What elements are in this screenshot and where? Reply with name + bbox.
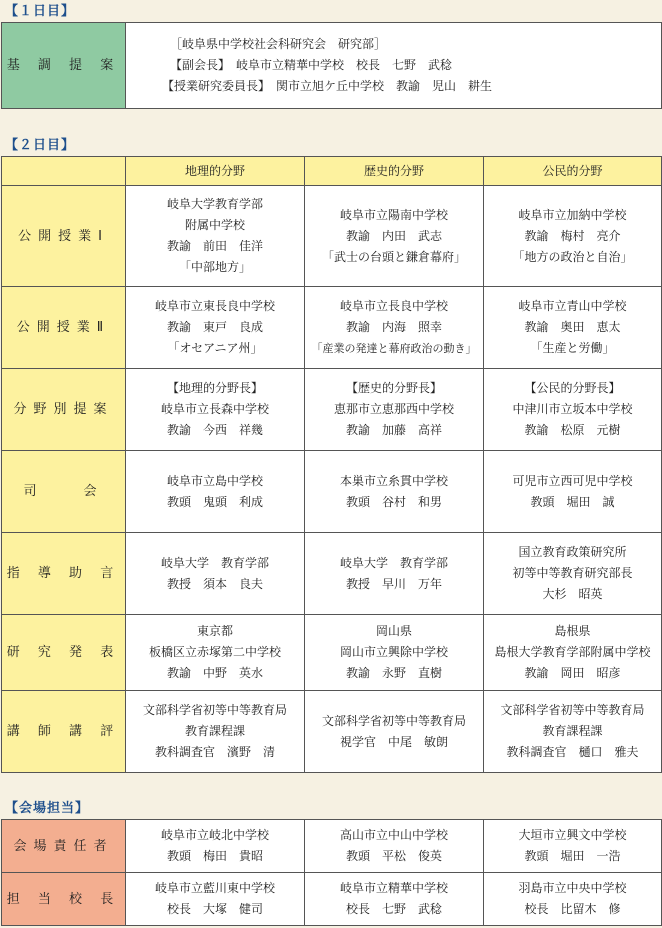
cell-line: 教諭 内田 武志 xyxy=(345,228,442,243)
day1-line: 【授業研究委員長】 関市立旭ケ丘中学校 教諭 児山 耕生 xyxy=(162,79,493,93)
cell-line: 教諭 松原 元樹 xyxy=(524,423,621,437)
cell-line: 高山市立中山中学校 xyxy=(339,828,448,842)
table-row xyxy=(2,691,662,773)
header-corner xyxy=(2,157,126,186)
day1-heading: 【１日目】 xyxy=(5,4,76,19)
cell-line: 大垣市立興文中学校 xyxy=(518,828,627,842)
cell-line: 本巣市立糸貫中学校 xyxy=(339,473,448,488)
table-row xyxy=(2,451,662,533)
cell-line: 岐阜市立加納中学校 xyxy=(518,207,627,222)
cell-line: 羽島市立中央中学校 xyxy=(518,881,627,895)
cell-line: 「地方の政治と自治」 xyxy=(512,249,633,264)
cell-line: 文部科学省初等中等教育局 xyxy=(142,703,287,717)
row-label: 講 師 講 評 xyxy=(2,691,126,773)
cell-line: 初等中等教育研究部長 xyxy=(512,566,633,580)
cell-line: 文部科学省初等中等教育局 xyxy=(321,713,466,728)
cell-line: 岐阜市立東長良中学校 xyxy=(154,299,275,313)
column-header: 歴史的分野 xyxy=(305,157,484,186)
venue-table xyxy=(1,819,662,926)
table-row xyxy=(2,186,662,287)
table-cell xyxy=(305,451,484,533)
table-cell xyxy=(484,451,662,533)
table-cell xyxy=(126,186,305,287)
cell-line: 教諭 東戸 良成 xyxy=(166,320,263,334)
cell-line: 【公民的分野長】 xyxy=(524,381,621,395)
cell-line: 「生産と労働」 xyxy=(530,341,615,355)
cell-line: 教諭 前田 佳洋 xyxy=(166,239,263,253)
cell-line: 岐阜市立島中学校 xyxy=(166,473,263,488)
table-cell xyxy=(126,615,305,691)
table-row xyxy=(2,369,662,451)
cell-line: 教育課程課 xyxy=(542,724,603,738)
cell-line: 岐阜市立藍川東中学校 xyxy=(154,881,275,895)
cell-line: 教頭 谷村 和男 xyxy=(345,494,442,509)
cell-line: 教諭 加藤 高祥 xyxy=(345,423,442,437)
day1-label: 基 調 提 案 xyxy=(2,23,126,109)
cell-line: 附属中学校 xyxy=(184,218,245,232)
table-cell xyxy=(126,691,305,773)
table-cell xyxy=(126,873,305,926)
cell-line: 板橋区立赤塚第二中学校 xyxy=(148,645,281,659)
table-cell xyxy=(305,186,484,287)
row-label: 公開授業Ⅰ xyxy=(2,186,126,287)
day1-line: 【副会長】 岐阜市立精華中学校 校長 七野 武稔 xyxy=(170,58,453,72)
table-row xyxy=(2,820,662,873)
cell-line: 教授 早川 万年 xyxy=(345,576,442,591)
cell-line: 岐阜市立陽南中学校 xyxy=(339,207,448,222)
table-cell xyxy=(126,820,305,873)
cell-line: 「中部地方」 xyxy=(178,260,251,274)
table-cell xyxy=(484,186,662,287)
cell-line: 校長 大塚 健司 xyxy=(166,902,263,916)
table-cell xyxy=(126,451,305,533)
venue-heading: 【会場担当】 xyxy=(5,801,90,816)
cell-line: 視学官 中尾 敏朗 xyxy=(339,734,448,749)
cell-line: 島根大学教育学部附属中学校 xyxy=(494,645,651,659)
table-cell xyxy=(305,691,484,773)
cell-line: 岐阜市立岐北中学校 xyxy=(160,828,269,842)
day1-line: ［岐阜県中学校社会科研究会 研究部］ xyxy=(170,37,387,51)
row-label: 研 究 発 表 xyxy=(2,615,126,691)
cell-line: 教頭 梅田 貴昭 xyxy=(166,849,263,863)
table-cell xyxy=(126,369,305,451)
cell-line: 教諭 今西 祥幾 xyxy=(166,423,263,437)
cell-line: 教諭 岡田 昭彦 xyxy=(524,666,621,680)
table-cell xyxy=(484,820,662,873)
cell-line: 「オセアニア州」 xyxy=(167,341,263,355)
cell-line: 教諭 内海 照幸 xyxy=(345,320,442,334)
cell-line: 恵那市立恵那西中学校 xyxy=(333,402,454,416)
day1-table xyxy=(1,22,662,109)
day2-heading: 【２日目】 xyxy=(5,138,76,153)
table-cell xyxy=(126,287,305,369)
table-cell xyxy=(484,615,662,691)
cell-line: 教諭 中野 英水 xyxy=(166,666,263,680)
table-row xyxy=(2,287,662,369)
table-cell xyxy=(305,615,484,691)
cell-line: 文部科学省初等中等教育局 xyxy=(500,703,645,717)
row-label: 会場責任者 xyxy=(2,820,126,873)
row-label: 公開授業Ⅱ xyxy=(2,287,126,369)
cell-line: 国立教育政策研究所 xyxy=(518,545,627,559)
table-cell xyxy=(484,691,662,773)
table-cell xyxy=(305,287,484,369)
table-cell xyxy=(305,820,484,873)
cell-line: 「武士の台頭と鎌倉幕府」 xyxy=(321,249,466,264)
cell-line: 岐阜市立長良中学校 xyxy=(339,299,448,313)
table-cell xyxy=(484,533,662,615)
cell-line: 校長 七野 武稔 xyxy=(345,902,442,916)
table-cell xyxy=(305,369,484,451)
column-header: 地理的分野 xyxy=(126,157,305,186)
cell-line: 岐阜市立長森中学校 xyxy=(160,402,269,416)
table-cell xyxy=(305,873,484,926)
cell-line: 教諭 梅村 亮介 xyxy=(524,228,621,243)
cell-line: 岐阜大学 教育学部 xyxy=(160,555,269,570)
cell-line: 校長 比留木 修 xyxy=(524,902,621,916)
cell-line: 岡山市立興除中学校 xyxy=(339,645,448,659)
table-row xyxy=(2,533,662,615)
cell-line: 教授 須本 良夫 xyxy=(166,576,263,591)
cell-line: 岡山県 xyxy=(375,624,412,638)
cell-line: 【地理的分野長】 xyxy=(166,381,263,395)
cell-line: 東京都 xyxy=(196,624,233,638)
cell-line: 岐阜市立青山中学校 xyxy=(518,299,627,313)
table-row xyxy=(2,615,662,691)
cell-line: 教育課程課 xyxy=(184,724,245,738)
table-cell xyxy=(305,533,484,615)
table-cell xyxy=(484,287,662,369)
row-label: 分野別提案 xyxy=(2,369,126,451)
cell-line: 可児市立西可児中学校 xyxy=(512,473,633,488)
cell-line: 「産業の発達と幕府政治の動き」 xyxy=(311,342,477,355)
table-row xyxy=(2,873,662,926)
cell-line: 島根県 xyxy=(554,624,591,638)
cell-line: 教諭 永野 直樹 xyxy=(345,666,442,680)
cell-line: 教科調査官 樋口 雅夫 xyxy=(506,745,639,759)
cell-line: 岐阜市立精華中学校 xyxy=(339,881,448,895)
cell-line: 教頭 平松 俊英 xyxy=(345,849,442,863)
cell-line: 教諭 奥田 恵太 xyxy=(524,320,621,334)
cell-line: 中津川市立坂本中学校 xyxy=(512,402,633,416)
cell-line: 岐阜大学 教育学部 xyxy=(339,555,448,570)
table-cell xyxy=(126,533,305,615)
row-label: 担 当 校 長 xyxy=(2,873,126,926)
cell-line: 岐阜大学教育学部 xyxy=(166,197,263,211)
column-header: 公民的分野 xyxy=(484,157,662,186)
table-cell xyxy=(484,873,662,926)
row-label: 司 会 xyxy=(2,451,126,533)
cell-line: 【歴史的分野長】 xyxy=(345,381,442,395)
row-label: 指 導 助 言 xyxy=(2,533,126,615)
cell-line: 教頭 堀田 誠 xyxy=(530,494,615,509)
cell-line: 大杉 昭英 xyxy=(542,587,603,601)
day2-table xyxy=(1,156,662,773)
table-cell xyxy=(484,369,662,451)
cell-line: 教頭 鬼頭 利成 xyxy=(166,494,263,509)
cell-line: 教頭 堀田 一浩 xyxy=(524,849,621,863)
cell-line: 教科調査官 濱野 清 xyxy=(154,745,275,759)
day1-content xyxy=(126,23,662,109)
